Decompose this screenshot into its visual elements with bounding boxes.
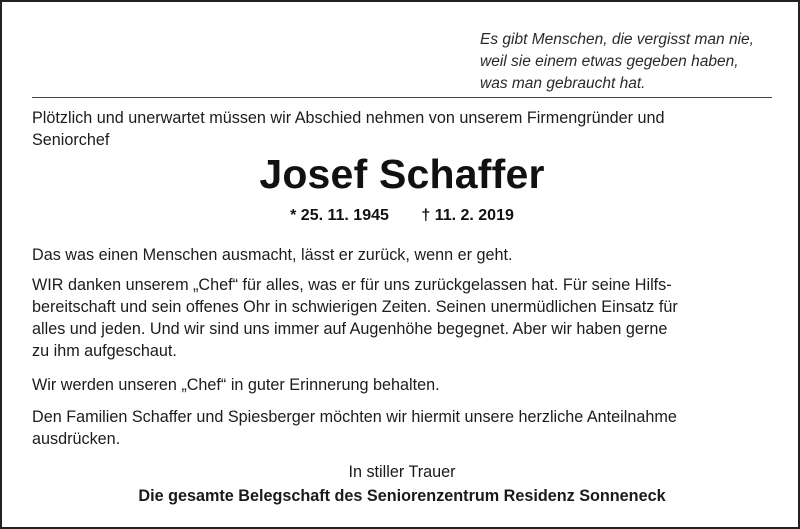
intro-line: Plötzlich und unerwartet müssen wir Abschied nehmen von unserem Firmengründer und	[32, 109, 665, 127]
body-paragraph-2	[32, 274, 774, 362]
birth-date: * 25. 11. 1945	[290, 207, 389, 224]
body-line: WIR danken unserem „Chef“ für alles, was er für uns zurückgelassen hat. Für seine Hilfs-	[32, 276, 672, 294]
signature-greeting: In stiller Trauer	[348, 463, 456, 481]
death-date: † 11. 2. 2019	[421, 207, 514, 224]
intro-paragraph	[32, 107, 774, 151]
motto-line: weil sie einem etwas gegeben haben,	[480, 53, 739, 70]
body-line: Das was einen Menschen ausmacht, lässt er zurück, wenn er geht.	[32, 246, 513, 264]
body-line: zu ihm aufgeschaut.	[32, 342, 177, 360]
motto-line: was man gebraucht hat.	[480, 75, 646, 92]
deceased-name: Josef Schaffer	[259, 151, 545, 197]
signature-signer: Die gesamte Belegschaft des Seniorenzentrum Residenz Sonneneck	[138, 487, 666, 505]
body-line: bereitschaft und sein offenes Ohr in schwierigen Zeiten. Seinen unermüdlichen Einsatz für	[32, 298, 678, 316]
body-line: Den Familien Schaffer und Spiesberger möchten wir hiermit unsere herzliche Anteilnahme	[32, 408, 677, 426]
body-paragraph-1	[32, 244, 774, 266]
intro-line: Seniorchef	[32, 131, 110, 149]
divider-line	[32, 97, 772, 98]
body-paragraph-4	[32, 406, 774, 450]
body-line: Wir werden unseren „Chef“ in guter Erinnerung behalten.	[32, 376, 440, 394]
body-paragraph-3	[32, 374, 774, 396]
motto-quote	[480, 29, 780, 95]
body-line: ausdrücken.	[32, 430, 121, 448]
motto-line: Es gibt Menschen, die vergisst man nie,	[480, 31, 754, 48]
life-dates	[2, 205, 800, 227]
body-line: alles und jeden. Und wir sind uns immer auf Augenhöhe begegnet. Aber wir haben gerne	[32, 320, 668, 338]
